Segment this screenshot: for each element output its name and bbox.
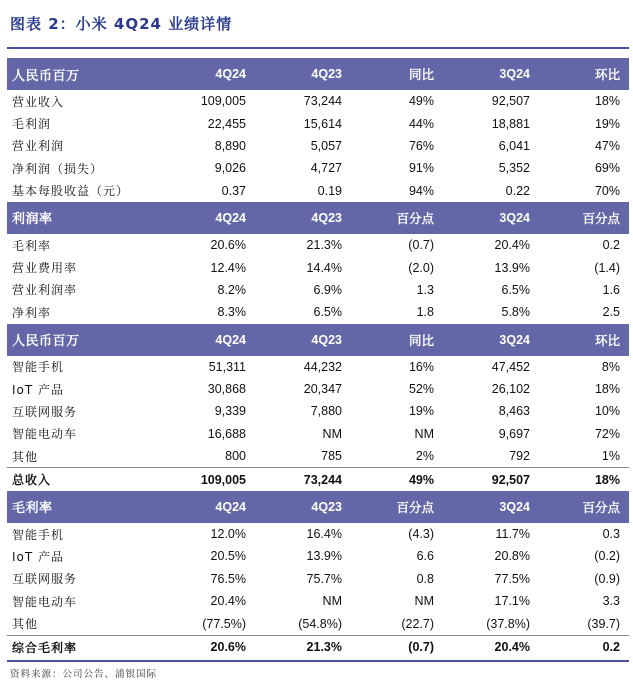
- cell-value: 69%: [594, 161, 620, 176]
- row-label: 净利率: [12, 305, 52, 320]
- cell-value: 49%: [351, 468, 443, 491]
- cell-value: 16,688: [207, 426, 246, 441]
- cell-value: 同比: [351, 324, 443, 356]
- section-header-row: [7, 491, 629, 523]
- row-label: 毛利润: [12, 117, 52, 132]
- cell-value: 20.4%: [210, 594, 246, 609]
- cell-value: 19%: [594, 116, 620, 131]
- row-label: 总收入: [7, 468, 159, 491]
- table-row: [7, 256, 629, 278]
- row-label: 毛利率: [7, 491, 159, 523]
- table-row: [7, 180, 629, 202]
- cell-value: 94%: [408, 183, 434, 198]
- row-label: 营业利润率: [12, 283, 78, 298]
- cell-value: 5,057: [310, 138, 342, 153]
- table-row: [7, 568, 629, 590]
- cell-value: 1%: [601, 449, 620, 464]
- cell-value: 20.8%: [494, 549, 530, 564]
- row-label: 其他: [12, 449, 39, 464]
- table-row: [7, 135, 629, 157]
- cell-value: (77.5%): [202, 616, 246, 631]
- cell-value: (0.7): [408, 238, 434, 253]
- financial-table-body: [7, 58, 629, 658]
- cell-value: 0.2: [539, 635, 629, 658]
- table-row: [7, 301, 629, 323]
- cell-value: 0.37: [221, 183, 246, 198]
- cell-value: 环比: [539, 324, 629, 356]
- table-row: [7, 279, 629, 301]
- cell-value: 7,880: [310, 404, 342, 419]
- cell-value: 0.8: [416, 571, 434, 586]
- cell-value: 52%: [408, 382, 434, 397]
- cell-value: 3Q24: [443, 491, 539, 523]
- cell-value: 1.6: [602, 282, 620, 297]
- cell-value: 20.6%: [210, 238, 246, 253]
- cell-value: 2.5: [602, 305, 620, 320]
- cell-value: 4Q24: [159, 58, 255, 90]
- cell-value: NM: [414, 426, 434, 441]
- cell-value: 4Q23: [255, 324, 351, 356]
- cell-value: 6.6: [416, 549, 434, 564]
- cell-value: (54.8%): [298, 616, 342, 631]
- cell-value: 72%: [594, 426, 620, 441]
- row-label: 营业收入: [12, 94, 65, 109]
- cell-value: (0.7): [351, 635, 443, 658]
- section-header-row: [7, 58, 629, 90]
- cell-value: 18,881: [491, 116, 530, 131]
- cell-value: 9,697: [498, 426, 530, 441]
- cell-value: 76%: [408, 138, 434, 153]
- cell-value: NM: [414, 594, 434, 609]
- cell-value: 8%: [601, 359, 620, 374]
- table-row: [7, 356, 629, 378]
- cell-value: 百分点: [539, 202, 629, 234]
- cell-value: 75.7%: [306, 571, 342, 586]
- cell-value: 17.1%: [494, 594, 530, 609]
- cell-value: 4Q23: [255, 202, 351, 234]
- cell-value: 26,102: [491, 382, 530, 397]
- table-row: [7, 545, 629, 567]
- cell-value: 2%: [415, 449, 434, 464]
- table-row: [7, 523, 629, 545]
- cell-value: 4Q23: [255, 58, 351, 90]
- section-header-row: [7, 324, 629, 356]
- cell-value: 3Q24: [443, 58, 539, 90]
- cell-value: (1.4): [594, 260, 620, 275]
- cell-value: 6.5%: [313, 305, 342, 320]
- cell-value: 8,463: [498, 404, 530, 419]
- cell-value: 47,452: [491, 359, 530, 374]
- row-label: IoT 产品: [12, 382, 65, 397]
- row-label: 综合毛利率: [7, 635, 159, 658]
- cell-value: 47%: [594, 138, 620, 153]
- source-note: 资料来源：公司公告、浦银国际: [10, 669, 158, 680]
- table-row: [7, 445, 629, 468]
- cell-value: 8.3%: [217, 305, 246, 320]
- row-label: 智能电动车: [12, 594, 78, 609]
- cell-value: 73,244: [255, 468, 351, 491]
- financial-table: [7, 58, 629, 658]
- total-row: [7, 468, 629, 491]
- source-rule: [7, 660, 629, 662]
- cell-value: 20.6%: [159, 635, 255, 658]
- row-label: 互联网服务: [12, 572, 78, 587]
- cell-value: 20.4%: [494, 238, 530, 253]
- cell-value: 百分点: [539, 491, 629, 523]
- cell-value: 6.5%: [501, 282, 530, 297]
- cell-value: 21.3%: [306, 238, 342, 253]
- cell-value: 800: [225, 449, 246, 464]
- cell-value: 0.22: [505, 183, 530, 198]
- row-label: 智能电动车: [12, 427, 78, 442]
- table-row: [7, 112, 629, 134]
- cell-value: 0.3: [602, 527, 620, 542]
- cell-value: 百分点: [351, 491, 443, 523]
- cell-value: 9,026: [214, 161, 246, 176]
- cell-value: 1.3: [416, 282, 434, 297]
- cell-value: 18%: [539, 468, 629, 491]
- figure-title: 图表 2：小米 4Q24 业绩详情: [10, 15, 233, 33]
- cell-value: 18%: [594, 94, 620, 109]
- cell-value: 百分点: [351, 202, 443, 234]
- cell-value: 12.4%: [210, 260, 246, 275]
- cell-value: 5,352: [498, 161, 530, 176]
- cell-value: 18%: [594, 382, 620, 397]
- cell-value: 22,455: [207, 116, 246, 131]
- cell-value: 环比: [539, 58, 629, 90]
- section-header-row: [7, 202, 629, 234]
- cell-value: (4.3): [408, 527, 434, 542]
- cell-value: 77.5%: [494, 571, 530, 586]
- cell-value: (0.9): [594, 571, 620, 586]
- cell-value: (22.7): [401, 616, 434, 631]
- cell-value: 92,507: [443, 468, 539, 491]
- cell-value: 12.0%: [210, 527, 246, 542]
- cell-value: 8,890: [214, 138, 246, 153]
- cell-value: 4Q23: [255, 491, 351, 523]
- cell-value: 76.5%: [210, 571, 246, 586]
- table-row: [7, 157, 629, 179]
- row-label: 利润率: [7, 202, 159, 234]
- cell-value: 4Q24: [159, 324, 255, 356]
- cell-value: 13.9%: [494, 260, 530, 275]
- table-row: [7, 612, 629, 635]
- cell-value: 51,311: [208, 359, 246, 374]
- row-label: 营业费用率: [12, 261, 78, 276]
- row-label: 营业利润: [12, 139, 65, 154]
- row-label: 智能手机: [12, 527, 65, 542]
- total-row: [7, 635, 629, 658]
- cell-value: 13.9%: [306, 549, 342, 564]
- cell-value: 30,868: [207, 382, 246, 397]
- cell-value: 3Q24: [443, 202, 539, 234]
- cell-value: 20.4%: [443, 635, 539, 658]
- cell-value: (2.0): [408, 260, 434, 275]
- table-row: [7, 400, 629, 422]
- row-label: 互联网服务: [12, 404, 78, 419]
- cell-value: 4,727: [310, 161, 342, 176]
- cell-value: 792: [509, 449, 530, 464]
- cell-value: 91%: [408, 161, 434, 176]
- cell-value: 4Q24: [159, 491, 255, 523]
- row-label: 基本每股收益（元）: [12, 184, 130, 199]
- cell-value: 73,244: [303, 94, 342, 109]
- cell-value: 21.3%: [255, 635, 351, 658]
- cell-value: 6.9%: [313, 282, 342, 297]
- cell-value: 8.2%: [217, 282, 246, 297]
- cell-value: 0.2: [602, 238, 620, 253]
- row-label: IoT 产品: [12, 549, 65, 564]
- table-row: [7, 90, 629, 112]
- cell-value: (0.2): [594, 549, 620, 564]
- table-row: [7, 234, 629, 256]
- cell-value: 20,347: [303, 382, 342, 397]
- cell-value: (37.8%): [486, 616, 530, 631]
- cell-value: 16%: [408, 359, 434, 374]
- cell-value: (39.7): [587, 616, 620, 631]
- row-label: 人民币百万: [7, 324, 159, 356]
- cell-value: 6,041: [498, 138, 530, 153]
- row-label: 智能手机: [12, 360, 65, 375]
- cell-value: 14.4%: [306, 260, 342, 275]
- table-row: [7, 423, 629, 445]
- cell-value: 20.5%: [210, 549, 246, 564]
- cell-value: 0.19: [317, 183, 342, 198]
- table-row: [7, 590, 629, 612]
- row-label: 其他: [12, 617, 39, 632]
- cell-value: 92,507: [491, 94, 530, 109]
- cell-value: 44%: [408, 116, 434, 131]
- cell-value: 11.7%: [495, 527, 530, 542]
- cell-value: 16.4%: [306, 527, 342, 542]
- cell-value: 同比: [351, 58, 443, 90]
- table-row: [7, 378, 629, 400]
- cell-value: 3.3: [602, 594, 620, 609]
- cell-value: 9,339: [214, 404, 246, 419]
- cell-value: 19%: [408, 404, 434, 419]
- cell-value: 3Q24: [443, 324, 539, 356]
- cell-value: 4Q24: [159, 202, 255, 234]
- row-label: 净利润（损失）: [12, 161, 104, 176]
- cell-value: NM: [322, 594, 342, 609]
- cell-value: NM: [322, 426, 342, 441]
- row-label: 毛利率: [12, 238, 52, 253]
- cell-value: 1.8: [416, 305, 434, 320]
- cell-value: 49%: [408, 94, 434, 109]
- row-label: 人民币百万: [7, 58, 159, 90]
- title-rule: [7, 47, 629, 49]
- cell-value: 5.8%: [501, 305, 530, 320]
- cell-value: 70%: [594, 183, 620, 198]
- cell-value: 109,005: [200, 94, 246, 109]
- cell-value: 10%: [594, 404, 620, 419]
- cell-value: 44,232: [303, 359, 342, 374]
- cell-value: 109,005: [159, 468, 255, 491]
- cell-value: 15,614: [303, 116, 342, 131]
- cell-value: 785: [321, 449, 342, 464]
